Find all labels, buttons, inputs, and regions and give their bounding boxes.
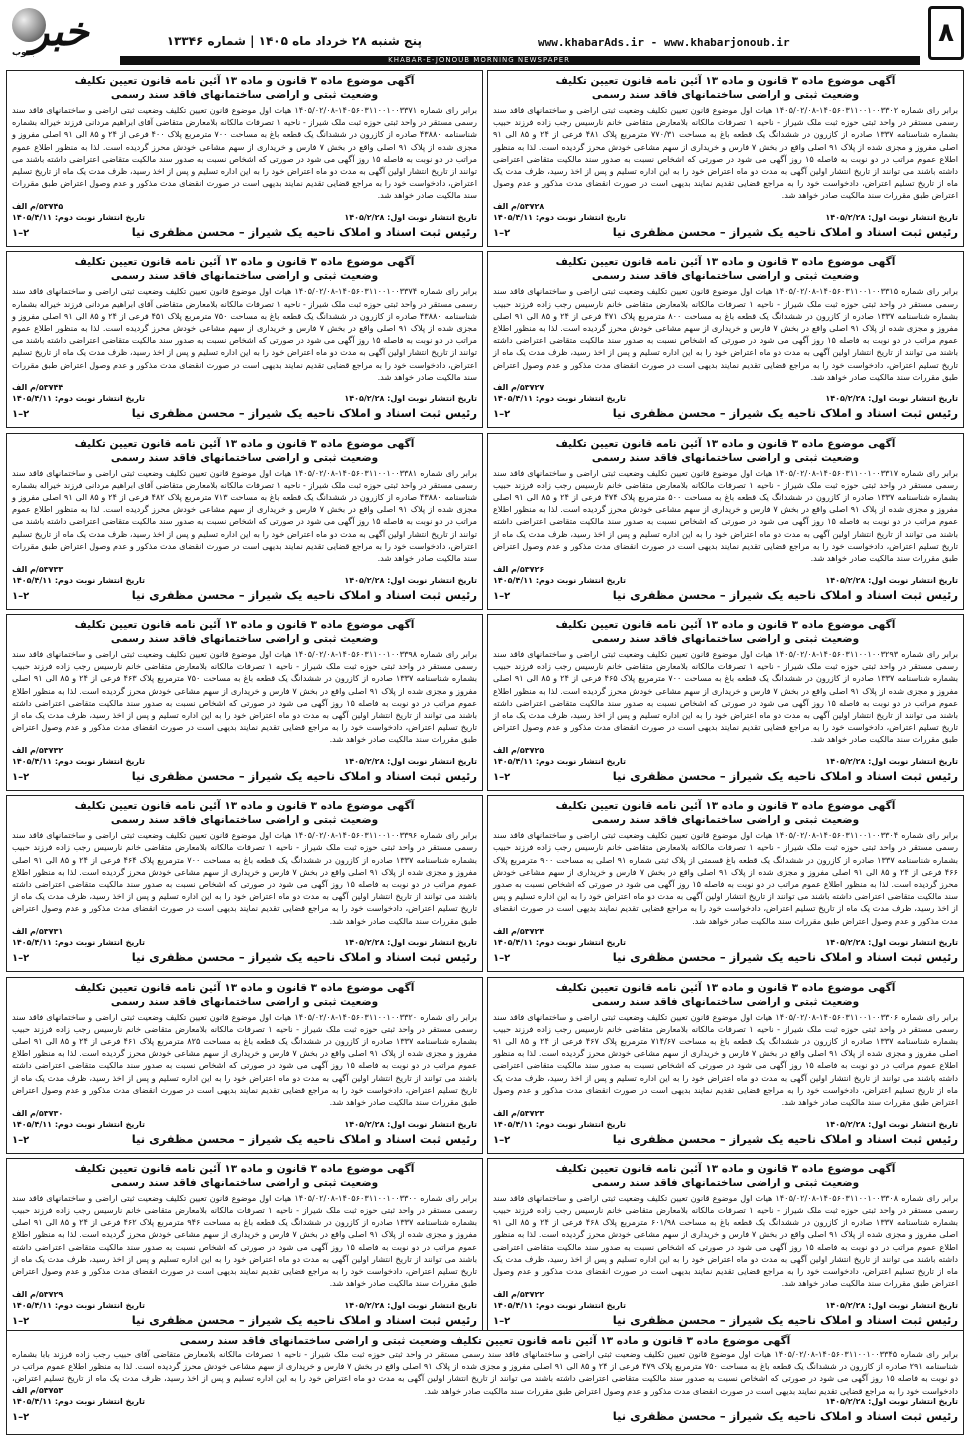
legal-ad [6,795,483,972]
ad-body: برابر رای شماره ۱۴۰۵۶۰۳۱۱۰۰۱۰۰۳۳۰۸-۱۴۰۵/۰۲/۰۸ هیات اول موضوع قانون تعیین تکلیف وضعیت ثبتی اراضی و ساختمانهای فاقد سند رسمی مستقر در واحد ثبتی حوزه ثبت ملک شیراز - ناحیه ۱ تصرفات مالکانه بلامعارض متقاضی خانم نارسیس رجب زاده فرزند حبیب بشماره شناسنامه ۱۳۳۷ صادره از کازرون در ششدانگ یک قطعه باغ به مساحت ۶۰۱/۹۸ مترمربع پلاک ۴۶۸ فرعی از ۲۴ و ۸۵ الی ۹۱ اصلی مفروز و مجزی شده از پلاک ۹۱ اصلی واقع در بخش ۷ فارس و خریداری از سهم مشاعی خودش محرز گردیده است. لذا به منظور اطلاع عموم مراتب در دو نوبت به فاصله ۱۵ روز آگهی می شود در صورتی که اشخاص نسبت به صدور سند مالکیت متقاضی اعتراضی داشته باشند می توانند از تاریخ انتشار اولین آگهی به مدت دو ماه اعتراض خود را به این اداره تسلیم و پس از اخذ رسید، ظرف مدت یک ماه از تاریخ تسلیم اعتراض، دادخواست خود را به مراجع قضایی تقدیم نمایند بدیهی است در صورت انقضای مدت مذکور و عدم وصول اعتراض طبق مقررات سند مالکیت صادر خواهد شد. [493,1192,959,1289]
ad-signature: رئیس ثبت اسناد و املاک ناحیه یک شیراز – محسن مظفری نیا [612,1409,958,1423]
ad-title: آگهی موضوع ماده ۳ قانون و ماده ۱۳ آئین نامه قانون تعیین تکلیف وضعیت ثبتی و اراضی ساختمانهای فاقد سند رسمی [179,1335,791,1347]
ad-part-number: ۱–۲ [493,953,511,965]
ad-date-second: تاریخ انتشار نوبت دوم: ۱۴۰۵/۴/۱۱ [12,394,145,404]
ad-date-second: تاریخ انتشار نوبت دوم: ۱۴۰۵/۴/۱۱ [493,394,626,404]
ad-date-second: تاریخ انتشار نوبت دوم: ۱۴۰۵/۴/۱۱ [12,1300,145,1310]
ad-dates [493,1300,958,1311]
ad-signature-row [12,406,477,420]
ad-body: برابر رای شماره ۱۴۰۵۶۰۳۱۱۰۰۱۰۰۳۳۲۰-۱۴۰۵/۰۲/۰۸ هیات اول موضوع قانون تعیین تکلیف وضعیت ثبتی اراضی و ساختمانهای فاقد سند رسمی مستقر در واحد ثبتی حوزه ثبت ملک شیراز - ناحیه ۱ تصرفات مالکانه بلامعارض متقاضی خانم نارسیس رجب زاده فرزند حبیب بشماره شناسنامه ۱۳۳۷ صادره از کازرون در ششدانگ یک قطعه باغ به مساحت ۸۲۵ مترمربع پلاک ۴۶۱ فرعی از ۲۴ و ۸۵ الی ۹۱ اصلی مفروز و مجزی شده از پلاک ۹۱ اصلی واقع در بخش ۷ فارس و خریداری از سهم مشاعی خودش محرز گردیده است. لذا به منظور اطلاع عموم مراتب در دو نوبت به فاصله ۱۵ روز آگهی می شود در صورتی که اشخاص نسبت به صدور سند مالکیت متقاضی اعتراضی داشته باشند می توانند از تاریخ انتشار اولین آگهی به مدت دو ماه اعتراض خود را به این اداره تسلیم و پس از اخذ رسید، ظرف مدت یک ماه از تاریخ تسلیم اعتراض، دادخواست خود را به مراجع قضایی تقدیم نمایند بدیهی است در صورت انقضای مدت مذکور و عدم وصول اعتراض طبق مقررات سند مالکیت صادر خواهد شد. [12,1011,478,1107]
ad-date-first: تاریخ انتشار نوبت اول: ۱۴۰۵/۲/۲۸ [344,756,477,766]
ad-signature-row [12,950,477,964]
ad-subtitle: وضعیت ثبتی و اراضی ساختمانهای فاقد سند رسمی [591,270,860,283]
ad-signature-row [493,1132,958,1146]
issue-date: پنج شنبه ۲۸ خرداد ماه ۱۴۰۵ | شماره ۱۳۳۴۶ [166,34,422,48]
ad-date-first: تاریخ انتشار نوبت اول: ۱۴۰۵/۲/۲۸ [344,1300,477,1310]
ad-signature-row [493,225,958,239]
ad-date-second: تاریخ انتشار نوبت دوم: ۱۴۰۵/۴/۱۱ [12,575,145,585]
ad-part-number: ۱–۲ [12,771,30,783]
ad-title: آگهی موضوع ماده ۳ قانون و ماده ۱۳ آئین نامه قانون تعیین تکلیف [74,618,415,631]
ad-signature: رئیس ثبت اسناد و املاک ناحیه یک شیراز – محسن مظفری نیا [131,1131,477,1146]
ad-part-number: ۱–۲ [493,409,511,421]
ad-code: ۵۳۷۲۶/م الف [493,564,545,574]
ad-part-number: ۱–۲ [12,409,30,421]
ad-signature: رئیس ثبت اسناد و املاک ناحیه یک شیراز – محسن مظفری نیا [612,1312,958,1327]
ad-body: برابر رای شماره ۱۴۰۵۶۰۳۱۱۰۰۱۰۰۳۳۷۴-۱۴۰۵/۰۲/۰۸ هیات اول موضوع قانون تعیین تکلیف وضعیت ثبتی اراضی و ساختمانهای فاقد سند رسمی مستقر در واحد ثبتی حوزه ثبت ملک شیراز - ناحیه ۱ تصرفات مالکانه بلامعارض متقاضی آقای ابراهیم مردانی فرزند خیراله بشماره شناسنامه ۴۳۸۸۰ صادره از کازرون در ششدانگ یک قطعه باغ به مساحت ۷۵۰ مترمربع پلاک ۴۵۱ فرعی از ۲۴ و ۸۵ الی ۹۱ اصلی مفروز و مجزی شده از پلاک ۹۱ اصلی واقع در بخش ۷ فارس و خریداری از سهم مشاعی خودش محرز گردیده است. لذا به منظور اطلاع عموم مراتب در دو نوبت به فاصله ۱۵ روز آگهی می شود در صورتی که اشخاص نسبت به صدور سند مالکیت متقاضی اعتراضی داشته باشند می توانند از تاریخ انتشار اولین آگهی به مدت دو ماه اعتراض خود را به این اداره تسلیم و پس از اخذ رسید، ظرف مدت یک ماه از تاریخ تسلیم اعتراض، دادخواست خود را به مراجع قضایی تقدیم نمایند بدیهی است در صورت انقضای مدت مذکور و عدم وصول اعتراض طبق مقررات سند مالکیت صادر خواهد شد. [12,286,478,382]
ad-code: ۵۳۷۲۹/م الف [12,1289,64,1299]
ad-signature: رئیس ثبت اسناد و املاک ناحیه یک شیراز – محسن مظفری نیا [131,406,477,421]
ad-date-second: تاریخ انتشار نوبت دوم: ۱۴۰۵/۴/۱۱ [12,213,145,222]
ad-dates [493,393,958,404]
ad-signature-row [12,769,477,783]
ad-date-second: تاریخ انتشار نوبت دوم: ۱۴۰۵/۴/۱۱ [493,1300,626,1310]
ad-signature-row [493,588,958,602]
ad-signature: رئیس ثبت اسناد و املاک ناحیه یک شیراز – محسن مظفری نیا [612,768,958,783]
ad-subtitle: وضعیت ثبتی و اراضی ساختمانهای فاقد سند رسمی [591,632,860,645]
ad-code: ۵۳۷۲۲/م الف [493,1289,545,1299]
ad-subtitle: وضعیت ثبتی و اراضی ساختمانهای فاقد سند رسمی [591,1176,860,1189]
ad-signature: رئیس ثبت اسناد و املاک ناحیه یک شیراز – محسن مظفری نیا [131,225,477,239]
legal-ad [487,977,964,1154]
ad-subtitle: وضعیت ثبتی و اراضی ساختمانهای فاقد سند رسمی [591,814,860,827]
ad-dates [493,1119,958,1130]
ad-subtitle: وضعیت ثبتی و اراضی ساختمانهای فاقد سند رسمی [591,995,860,1008]
ad-body: برابر رای شماره ۱۴۰۵۶۰۳۱۱۰۰۱۰۰۳۳۸۱-۱۴۰۵/۰۲/۰۸ هیات اول موضوع قانون تعیین تکلیف وضعیت ثبتی اراضی و ساختمانهای فاقد سند رسمی مستقر در واحد ثبتی حوزه ثبت ملک شیراز - ناحیه ۱ تصرفات مالکانه بلامعارض متقاضی آقای ابراهیم مردانی فرزند خیراله بشماره شناسنامه ۴۳۸۸۰ صادره از کازرون در ششدانگ یک قطعه باغ به مساحت ۷۱۳ مترمربع پلاک ۴۸۲ فرعی از ۲۴ و ۸۵ الی ۹۱ اصلی مفروز و مجزی شده از پلاک ۹۱ اصلی واقع در بخش ۷ فارس و خریداری از سهم مشاعی خودش محرز گردیده است. لذا به منظور اطلاع عموم مراتب در دو نوبت به فاصله ۱۵ روز آگهی می شود در صورتی که اشخاص نسبت به صدور سند مالکیت متقاضی اعتراضی داشته باشند می توانند از تاریخ انتشار اولین آگهی به مدت دو ماه اعتراض خود را به این اداره تسلیم و پس از اخذ رسید، ظرف مدت یک ماه از تاریخ تسلیم اعتراض، دادخواست خود را به مراجع قضایی تقدیم نمایند بدیهی است در صورت انقضای مدت مذکور و عدم وصول اعتراض طبق مقررات سند مالکیت صادر خواهد شد. [12,467,478,564]
ad-body: برابر رای شماره ۱۴۰۵۶۰۳۱۱۰۰۱۰۰۳۲۹۳-۱۴۰۵/۰۲/۰۸ هیات اول موضوع قانون تعیین تکلیف وضعیت ثبتی اراضی و ساختمانهای فاقد سند رسمی مستقر در واحد ثبتی حوزه ثبت ملک شیراز - ناحیه ۱ تصرفات مالکانه بلامعارض متقاضی خانم نارسیس رجب زاده فرزند حبیب بشماره شناسنامه ۱۳۳۷ صادره از کازرون در ششدانگ یک قطعه باغ به مساحت ۷۰۰ مترمربع پلاک ۴۶۵ فرعی از ۲۴ و ۸۵ الی ۹۱ اصلی مفروز و مجزی شده از پلاک ۹۱ اصلی واقع در بخش ۷ فارس و خریداری از سهم مشاعی خودش محرز گردیده است. لذا به منظور اطلاع عموم مراتب در دو نوبت به فاصله ۱۵ روز آگهی می شود در صورتی که اشخاص نسبت به صدور سند مالکیت متقاضی اعتراضی داشته باشند می توانند از تاریخ انتشار اولین آگهی به مدت دو ماه اعتراض خود را به این اداره تسلیم و پس از اخذ رسید، ظرف مدت یک ماه از تاریخ تسلیم اعتراض، دادخواست خود را به مراجع قضایی تقدیم نمایند بدیهی است در صورت انقضای مدت مذکور و عدم وصول اعتراض طبق مقررات سند مالکیت صادر خواهد شد. [493,648,959,745]
ad-subtitle: وضعیت ثبتی و اراضی ساختمانهای فاقد سند رسمی [110,89,379,101]
ad-dates [12,393,477,404]
ad-subtitle: وضعیت ثبتی و اراضی ساختمانهای فاقد سند رسمی [110,1176,379,1189]
ad-part-number: ۱–۲ [12,228,30,239]
ad-date-first: تاریخ انتشار نوبت اول: ۱۴۰۵/۲/۲۸ [344,394,477,404]
ad-title: آگهی موضوع ماده ۳ قانون و ماده ۱۳ آئین نامه قانون تعیین تکلیف [74,75,415,87]
ad-code: ۵۳۷۳۳/م الف [12,564,64,574]
ad-part-number: ۱–۲ [12,1134,30,1146]
ad-date-second: تاریخ انتشار نوبت دوم: ۱۴۰۵/۴/۱۱ [493,756,626,766]
ad-subtitle: وضعیت ثبتی و اراضی ساختمانهای فاقد سند رسمی [591,89,860,101]
ad-dates [12,1119,477,1130]
ad-title: آگهی موضوع ماده ۳ قانون و ماده ۱۳ آئین نامه قانون تعیین تکلیف [555,437,896,450]
ad-part-number: ۱–۲ [493,1315,511,1327]
ad-date-first: تاریخ انتشار نوبت اول: ۱۴۰۵/۲/۲۸ [825,1300,958,1310]
ad-date-first: تاریخ انتشار نوبت اول: ۱۴۰۵/۲/۲۸ [344,1119,477,1129]
ad-body: برابر رای شماره ۱۴۰۵۶۰۳۱۱۰۰۱۰۰۳۳۱۷-۱۴۰۵/۰۲/۰۸ هیات اول موضوع قانون تعیین تکلیف وضعیت ثبتی اراضی و ساختمانهای فاقد سند رسمی مستقر در واحد ثبتی حوزه ثبت ملک شیراز - ناحیه ۱ تصرفات مالکانه بلامعارض متقاضی خانم نارسیس رجب زاده فرزند حبیب بشماره شناسنامه ۱۳۳۷ صادره از کازرون در ششدانگ یک قطعه باغ به مساحت ۵۰۰ مترمربع پلاک ۴۷۴ فرعی از ۲۴ و ۸۵ الی ۹۱ اصلی مفروز و مجزی شده از پلاک ۹۱ اصلی واقع در بخش ۷ فارس و خریداری از سهم مشاعی خودش محرز گردیده است. لذا به منظور اطلاع عموم مراتب در دو نوبت به فاصله ۱۵ روز آگهی می شود در صورتی که اشخاص نسبت به صدور سند مالکیت متقاضی اعتراضی داشته باشند می توانند از تاریخ انتشار اولین آگهی به مدت دو ماه اعتراض خود را به این اداره تسلیم و پس از اخذ رسید، ظرف مدت یک ماه از تاریخ تسلیم اعتراض، دادخواست خود را به مراجع قضایی تقدیم نمایند بدیهی است در صورت انقضای مدت مذکور و عدم وصول اعتراض طبق مقررات سند مالکیت صادر خواهد شد. [493,467,959,564]
ad-signature: رئیس ثبت اسناد و املاک ناحیه یک شیراز – محسن مظفری نیا [612,225,958,239]
ad-dates [12,575,477,586]
ad-code: ۵۳۷۳۱/م الف [12,927,64,937]
ad-body: برابر رای شماره ۱۴۰۵۶۰۳۱۱۰۰۱۰۰۳۳۰۶-۱۴۰۵/۰۲/۰۸ هیات اول موضوع قانون تعیین تکلیف وضعیت ثبتی اراضی و ساختمانهای فاقد سند رسمی مستقر در واحد ثبتی حوزه ثبت ملک شیراز - ناحیه ۱ تصرفات مالکانه بلامعارض متقاضی خانم نارسیس رجب زاده فرزند حبیب بشماره شناسنامه ۱۳۳۷ صادره از کازرون در ششدانگ یک قطعه باغ به مساحت ۷۱۴/۶۷ مترمربع پلاک ۴۶۷ فرعی از ۲۴ و ۸۵ الی ۹۱ اصلی مفروز و مجزی شده از پلاک ۹۱ اصلی واقع در بخش ۷ فارس و خریداری از سهم مشاعی خودش محرز گردیده است. لذا به منظور اطلاع عموم مراتب در دو نوبت به فاصله ۱۵ روز آگهی می شود در صورتی که اشخاص نسبت به صدور سند مالکیت متقاضی اعتراضی داشته باشند می توانند از تاریخ انتشار اولین آگهی به مدت دو ماه اعتراض خود را به این اداره تسلیم و پس از اخذ رسید، ظرف مدت یک ماه از تاریخ تسلیم اعتراض، دادخواست خود را به مراجع قضایی تقدیم نمایند بدیهی است در صورت انقضای مدت مذکور و عدم وصول اعتراض طبق مقررات سند مالکیت صادر خواهد شد. [493,1011,959,1107]
ad-date-second: تاریخ انتشار نوبت دوم: ۱۴۰۵/۴/۱۱ [12,756,145,766]
ad-code: ۵۳۷۳۲/م الف [12,745,64,755]
ad-body: برابر رای شماره ۱۴۰۵۶۰۳۱۱۰۰۱۰۰۳۳۹۶-۱۴۰۵/۰۲/۰۸ هیات اول موضوع قانون تعیین تکلیف وضعیت ثبتی اراضی و ساختمانهای فاقد سند رسمی مستقر در واحد ثبتی حوزه ثبت ملک شیراز - ناحیه ۱ تصرفات مالکانه بلامعارض متقاضی خانم نارسیس رجب زاده فرزند حبیب بشماره شناسنامه ۱۳۳۷ صادره از کازرون در ششدانگ یک قطعه باغ به مساحت ۷۰۰ مترمربع پلاک ۴۶۴ فرعی از ۲۴ و ۸۵ الی ۹۱ اصلی مفروز و مجزی شده از پلاک ۹۱ اصلی واقع در بخش ۷ فارس و خریداری از سهم مشاعی خودش محرز گردیده است. لذا به منظور اطلاع عموم مراتب در دو نوبت به فاصله ۱۵ روز آگهی می شود در صورتی که اشخاص نسبت به صدور سند مالکیت متقاضی اعتراضی داشته باشند می توانند از تاریخ انتشار اولین آگهی به مدت دو ماه اعتراض خود را به این اداره تسلیم و پس از اخذ رسید، ظرف مدت یک ماه از تاریخ تسلیم اعتراض، دادخواست خود را به مراجع قضایی تقدیم نمایند بدیهی است در صورت انقضای مدت مذکور و عدم وصول اعتراض طبق مقررات سند مالکیت صادر خواهد شد. [12,830,478,926]
ad-dates [493,575,958,586]
ad-code: ۵۳۷۳۰/م الف [12,1108,64,1118]
ad-date-first: تاریخ انتشار نوبت اول: ۱۴۰۵/۲/۲۸ [344,213,477,222]
masthead-strip: KHABAR-E-JONOUB MORNING NEWSPAPER [120,56,920,65]
ad-code: ۵۳۷۴۴/م الف [12,383,64,393]
wide-ad [6,1330,964,1435]
page-number: ۸ [928,6,964,60]
legal-ad [6,614,483,791]
ad-dates [12,1396,958,1407]
ad-date-first: تاریخ انتشار نوبت اول: ۱۴۰۵/۲/۲۸ [344,575,477,585]
ad-dates [493,937,958,948]
ad-signature-row [493,950,958,964]
ad-date-second: تاریخ انتشار نوبت دوم: ۱۴۰۵/۴/۱۱ [493,575,626,585]
legal-ad [6,977,483,1154]
ad-date-second: تاریخ انتشار نوبت دوم: ۱۴۰۵/۴/۱۱ [493,1119,626,1129]
ad-body: برابر رای شماره ۱۴۰۵۶۰۳۱۱۰۰۱۰۰۳۳۰۰-۱۴۰۵/۰۲/۰۸ هیات اول موضوع قانون تعیین تکلیف وضعیت ثبتی اراضی و ساختمانهای فاقد سند رسمی مستقر در واحد ثبتی حوزه ثبت ملک شیراز - ناحیه ۱ تصرفات مالکانه بلامعارض متقاضی خانم نارسیس رجب زاده فرزند حبیب بشماره شناسنامه ۱۳۳۷ صادره از کازرون در ششدانگ یک قطعه باغ به مساحت ۹۴۶ مترمربع پلاک ۴۶۲ فرعی از ۲۴ و ۸۵ الی ۹۱ اصلی مفروز و مجزی شده از پلاک ۹۱ اصلی واقع در بخش ۷ فارس و خریداری از سهم مشاعی خودش محرز گردیده است. لذا به منظور اطلاع عموم مراتب در دو نوبت به فاصله ۱۵ روز آگهی می شود در صورتی که اشخاص نسبت به صدور سند مالکیت متقاضی اعتراضی داشته باشند می توانند از تاریخ انتشار اولین آگهی به مدت دو ماه اعتراض خود را به این اداره تسلیم و پس از اخذ رسید، ظرف مدت یک ماه از تاریخ تسلیم اعتراض، دادخواست خود را به مراجع قضایی تقدیم نمایند بدیهی است در صورت انقضای مدت مذکور و عدم وصول اعتراض طبق مقررات سند مالکیت صادر خواهد شد. [12,1192,478,1289]
legal-ad [6,251,483,428]
ad-part-number: ۱–۲ [12,1412,30,1423]
ad-signature: رئیس ثبت اسناد و املاک ناحیه یک شیراز – محسن مظفری نیا [612,950,958,965]
ad-title: آگهی موضوع ماده ۳ قانون و ماده ۱۳ آئین نامه قانون تعیین تکلیف [555,800,896,813]
ad-dates [12,1300,477,1311]
website-links[interactable]: www.khabarAds.ir - www.khabarjonoub.ir [538,36,790,49]
ad-part-number: ۱–۲ [493,590,511,602]
ad-signature-row [493,406,958,420]
ad-date-first: تاریخ انتشار نوبت اول: ۱۴۰۵/۲/۲۸ [825,938,958,948]
ad-subtitle: وضعیت ثبتی و اراضی ساختمانهای فاقد سند رسمی [110,814,379,827]
ad-date-first: تاریخ انتشار نوبت اول: ۱۴۰۵/۲/۲۸ [825,394,958,404]
ad-dates [493,212,958,223]
ad-code: ۵۳۷۵۳/م الف [12,1386,64,1395]
ad-signature-row [493,1313,958,1327]
legal-ad [487,795,964,972]
ad-code: ۵۳۷۲۳/م الف [493,1108,545,1118]
ad-date-first: تاریخ انتشار نوبت اول: ۱۴۰۵/۲/۲۸ [344,938,477,948]
ad-dates [493,756,958,767]
ad-dates [12,756,477,767]
ad-date-first: تاریخ انتشار نوبت اول: ۱۴۰۵/۲/۲۸ [825,756,958,766]
ad-title: آگهی موضوع ماده ۳ قانون و ماده ۱۳ آئین نامه قانون تعیین تکلیف [555,256,896,269]
logo-subtitle: جنوب [12,48,37,58]
ad-subtitle: وضعیت ثبتی و اراضی ساختمانهای فاقد سند رسمی [110,451,379,464]
page-header [0,0,970,66]
legal-ad [6,1158,483,1335]
ad-signature: رئیس ثبت اسناد و املاک ناحیه یک شیراز – محسن مظفری نیا [612,587,958,602]
ad-title: آگهی موضوع ماده ۳ قانون و ماده ۱۳ آئین نامه قانون تعیین تکلیف [74,800,415,813]
ad-body: برابر رای شماره ۱۴۰۵۶۰۳۱۱۰۰۱۰۰۳۳۰۲-۱۴۰۵/۰۲/۰۸ هیات اول موضوع قانون تعیین تکلیف وضعیت ثبتی اراضی و ساختمانهای فاقد سند رسمی مستقر در واحد ثبتی حوزه ثبت ملک شیراز - ناحیه ۱ تصرفات مالکانه بلامعارض متقاضی خانم نارسیس رجب زاده فرزند حبیب بشماره شناسنامه ۱۳۳۷ صادره از کازرون در ششدانگ یک قطعه باغ به مساحت ۷۷۰/۳۱ مترمربع پلاک ۴۸۱ فرعی از ۲۴ و ۸۵ الی ۹۱ اصلی مفروز و مجزی شده از پلاک ۹۱ اصلی واقع در بخش ۷ فارس و خریداری از سهم مشاعی خودش محرز گردیده است. لذا به منظور اطلاع عموم مراتب در دو نوبت به فاصله ۱۵ روز آگهی می شود در صورتی که اشخاص نسبت به صدور سند مالکیت متقاضی اعتراضی داشته باشند می توانند از تاریخ انتشار اولین آگهی به مدت دو ماه اعتراض خود را به این اداره تسلیم و پس از اخذ رسید، ظرف مدت یک ماه از تاریخ تسلیم اعتراض، دادخواست خود را به مراجع قضایی تقدیم نمایند بدیهی است در صورت انقضای مدت مذکور و عدم وصول اعتراض طبق مقررات سند مالکیت صادر خواهد شد. [493,105,959,201]
ad-subtitle: وضعیت ثبتی و اراضی ساختمانهای فاقد سند رسمی [110,632,379,645]
ad-part-number: ۱–۲ [493,1134,511,1146]
ad-part-number: ۱–۲ [12,1315,30,1327]
ad-body: برابر رای شماره ۱۴۰۵۶۰۳۱۱۰۰۱۰۰۳۳۱۵-۱۴۰۵/۰۲/۰۸ هیات اول موضوع قانون تعیین تکلیف وضعیت ثبتی اراضی و ساختمانهای فاقد سند رسمی مستقر در واحد ثبتی حوزه ثبت ملک شیراز - ناحیه ۱ تصرفات مالکانه بلامعارض متقاضی خانم نارسیس رجب زاده فرزند حبیب بشماره شناسنامه ۱۳۳۷ صادره از کازرون در ششدانگ یک قطعه باغ به مساحت ۸۰۰ مترمربع پلاک ۴۷۱ فرعی از ۲۴ و ۸۵ الی ۹۱ اصلی مفروز و مجزی شده از پلاک ۹۱ اصلی واقع در بخش ۷ فارس و خریداری از سهم مشاعی خودش محرز گردیده است. لذا به منظور اطلاع عموم مراتب در دو نوبت به فاصله ۱۵ روز آگهی می شود در صورتی که اشخاص نسبت به صدور سند مالکیت متقاضی اعتراضی داشته باشند می توانند از تاریخ انتشار اولین آگهی به مدت دو ماه اعتراض خود را به این اداره تسلیم و پس از اخذ رسید، ظرف مدت یک ماه از تاریخ تسلیم اعتراض، دادخواست خود را به مراجع قضایی تقدیم نمایند بدیهی است در صورت انقضای مدت مذکور و عدم وصول اعتراض طبق مقررات سند مالکیت صادر خواهد شد. [493,286,959,382]
ad-signature: رئیس ثبت اسناد و املاک ناحیه یک شیراز – محسن مظفری نیا [131,1312,477,1327]
ad-code: ۵۳۷۲۴/م الف [493,927,545,937]
ad-title: آگهی موضوع ماده ۳ قانون و ماده ۱۳ آئین نامه قانون تعیین تکلیف [555,981,896,994]
ad-title: آگهی موضوع ماده ۳ قانون و ماده ۱۳ آئین نامه قانون تعیین تکلیف [555,75,896,87]
ad-subtitle: وضعیت ثبتی و اراضی ساختمانهای فاقد سند رسمی [110,995,379,1008]
ad-signature-row [12,588,477,602]
legal-ad [487,614,964,791]
ad-signature: رئیس ثبت اسناد و املاک ناحیه یک شیراز – محسن مظفری نیا [131,950,477,965]
ad-signature-row [12,1409,958,1423]
ad-subtitle: وضعیت ثبتی و اراضی ساختمانهای فاقد سند رسمی [591,451,860,464]
ad-signature: رئیس ثبت اسناد و املاک ناحیه یک شیراز – محسن مظفری نیا [131,587,477,602]
legal-ad [6,433,483,610]
newspaper-logo [4,4,114,62]
ad-date-second: تاریخ انتشار نوبت دوم: ۱۴۰۵/۴/۱۱ [12,1119,145,1129]
legal-ad [487,251,964,428]
ad-body: برابر رای شماره ۱۴۰۵۶۰۳۱۱۰۰۱۰۰۳۳۰۴-۱۴۰۵/۰۲/۰۸ هیات اول موضوع قانون تعیین تکلیف وضعیت ثبتی اراضی و ساختمانهای فاقد سند رسمی مستقر در واحد ثبتی حوزه ثبت ملک شیراز - ناحیه ۱ تصرفات مالکانه بلامعارض متقاضی خانم نارسیس رجب زاده فرزند حبیب بشماره شناسنامه ۱۳۳۷ صادره از کازرون در ششدانگ یک قطعه باغ قسمتی از پلاک ثبتی شماره ۹۱ اصلی به مساحت ۹۰۰ مترمربع پلاک ۴۶۶ فرعی از ۲۴ و ۸۵ الی ۹۱ اصلی مفروز و مجزی شده از پلاک ۹۱ اصلی واقع در بخش ۷ فارس و خریداری از سهم مشاعی خودش محرز گردیده است. لذا به منظور اطلاع عموم مراتب در دو نوبت به فاصله ۱۵ روز آگهی می شود در صورتی که اشخاص نسبت به صدور سند مالکیت متقاضی اعتراضی داشته باشند می توانند از تاریخ انتشار اولین آگهی به مدت دو ماه اعتراض خود را به این اداره تسلیم و پس از اخذ رسید، ظرف مدت یک ماه از تاریخ تسلیم اعتراض، دادخواست خود را به مراجع قضایی تقدیم نمایند بدیهی است در صورت انقضای مدت مذکور و عدم وصول اعتراض طبق مقررات سند مالکیت صادر خواهد شد. [493,830,959,926]
ad-signature-row [12,1313,477,1327]
legal-ad [487,1158,964,1335]
ad-code: ۵۳۷۲۸/م الف [493,202,545,211]
ad-signature-row [12,225,477,239]
ad-date-first: تاریخ انتشار نوبت اول: ۱۴۰۵/۲/۲۸ [825,575,958,585]
legal-ad [487,70,964,247]
ad-title: آگهی موضوع ماده ۳ قانون و ماده ۱۳ آئین نامه قانون تعیین تکلیف [555,618,896,631]
ad-part-number: ۱–۲ [12,953,30,965]
ad-dates [12,937,477,948]
ad-body: برابر رای شماره ۱۴۰۵۶۰۳۱۱۰۰۱۰۰۳۳۹۸-۱۴۰۵/۰۲/۰۸ هیات اول موضوع قانون تعیین تکلیف وضعیت ثبتی اراضی و ساختمانهای فاقد سند رسمی مستقر در واحد ثبتی حوزه ثبت ملک شیراز - ناحیه ۱ تصرفات مالکانه بلامعارض متقاضی خانم نارسیس رجب زاده فرزند حبیب بشماره شناسنامه ۱۳۳۷ صادره از کازرون در ششدانگ یک قطعه باغ به مساحت ۷۵۰ مترمربع پلاک ۴۶۳ فرعی از ۲۴ و ۸۵ الی ۹۱ اصلی مفروز و مجزی شده از پلاک ۹۱ اصلی واقع در بخش ۷ فارس و خریداری از سهم مشاعی خودش محرز گردیده است. لذا به منظور اطلاع عموم مراتب در دو نوبت به فاصله ۱۵ روز آگهی می شود در صورتی که اشخاص نسبت به صدور سند مالکیت متقاضی اعتراضی داشته باشند می توانند از تاریخ انتشار اولین آگهی به مدت دو ماه اعتراض خود را به این اداره تسلیم و پس از اخذ رسید، ظرف مدت یک ماه از تاریخ تسلیم اعتراض، دادخواست خود را به مراجع قضایی تقدیم نمایند بدیهی است در صورت انقضای مدت مذکور و عدم وصول اعتراض طبق مقررات سند مالکیت صادر خواهد شد. [12,648,478,745]
ad-dates [12,212,477,223]
ad-part-number: ۱–۲ [493,228,511,239]
ad-subtitle: وضعیت ثبتی و اراضی ساختمانهای فاقد سند رسمی [110,270,379,283]
ad-date-first: تاریخ انتشار نوبت اول: ۱۴۰۵/۲/۲۸ [825,1397,958,1406]
ad-title: آگهی موضوع ماده ۳ قانون و ماده ۱۳ آئین نامه قانون تعیین تکلیف [555,1162,896,1175]
ad-title: آگهی موضوع ماده ۳ قانون و ماده ۱۳ آئین نامه قانون تعیین تکلیف [74,981,415,994]
ad-code: ۵۳۷۲۵/م الف [493,745,545,755]
ad-part-number: ۱–۲ [493,771,511,783]
logo-text: خبر [30,8,89,55]
ad-signature: رئیس ثبت اسناد و املاک ناحیه یک شیراز – محسن مظفری نیا [131,768,477,783]
ad-signature: رئیس ثبت اسناد و املاک ناحیه یک شیراز – محسن مظفری نیا [612,1131,958,1146]
ad-title: آگهی موضوع ماده ۳ قانون و ماده ۱۳ آئین نامه قانون تعیین تکلیف [74,437,415,450]
ad-part-number: ۱–۲ [12,590,30,602]
ad-signature: رئیس ثبت اسناد و املاک ناحیه یک شیراز – محسن مظفری نیا [612,406,958,421]
ad-title: آگهی موضوع ماده ۳ قانون و ماده ۱۳ آئین نامه قانون تعیین تکلیف [74,256,415,269]
ad-title: آگهی موضوع ماده ۳ قانون و ماده ۱۳ آئین نامه قانون تعیین تکلیف [74,1162,415,1175]
ad-body: برابر رای شماره ۱۴۰۵۶۰۳۱۱۰۰۱۰۰۳۳۷۱-۱۴۰۵/۰۲/۰۸ هیات اول موضوع قانون تعیین تکلیف وضعیت ثبتی اراضی و ساختمانهای فاقد سند رسمی مستقر در واحد ثبتی حوزه ثبت ملک شیراز - ناحیه ۱ تصرفات مالکانه بلامعارض متقاضی آقای ابراهیم مردانی فرزند خیراله بشماره شناسنامه ۴۳۸۸۰ صادره از کازرون در ششدانگ یک قطعه باغ به مساحت ۷۰۰ مترمربع پلاک ۴۰۰ فرعی از ۲۴ و ۸۵ الی ۹۱ اصلی مفروز و مجزی شده از پلاک ۹۱ اصلی واقع در بخش ۷ فارس و خریداری از سهم مشاعی خودش محرز گردیده است. لذا به منظور اطلاع عموم مراتب در دو نوبت به فاصله ۱۵ روز آگهی می شود در صورتی که اشخاص نسبت به صدور سند مالکیت متقاضی اعتراضی داشته باشند می توانند از تاریخ انتشار اولین آگهی به مدت دو ماه اعتراض خود را به این اداره تسلیم و پس از اخذ رسید، ظرف مدت یک ماه از تاریخ تسلیم اعتراض، دادخواست خود را به مراجع قضایی تقدیم نمایند بدیهی است در صورت انقضای مدت مذکور و عدم وصول اعتراض طبق مقررات سند مالکیت صادر خواهد شد. [12,105,478,201]
ad-code: ۵۳۷۴۵/م الف [12,202,64,211]
ad-date-second: تاریخ انتشار نوبت دوم: ۱۴۰۵/۴/۱۱ [493,213,626,222]
ad-signature-row [493,769,958,783]
legal-ad [6,70,483,247]
ad-signature-row [12,1132,477,1146]
ad-code: ۵۳۷۲۷/م الف [493,383,545,393]
ad-date-first: تاریخ انتشار نوبت اول: ۱۴۰۵/۲/۲۸ [825,213,958,222]
ad-date-second: تاریخ انتشار نوبت دوم: ۱۴۰۵/۴/۱۱ [493,938,626,948]
ad-date-second: تاریخ انتشار نوبت دوم: ۱۴۰۵/۴/۱۱ [12,938,145,948]
ad-date-first: تاریخ انتشار نوبت اول: ۱۴۰۵/۲/۲۸ [825,1119,958,1129]
ad-date-second: تاریخ انتشار نوبت دوم: ۱۴۰۵/۴/۱۱ [12,1397,145,1406]
legal-ad [487,433,964,610]
ad-body: برابر رای شماره ۱۴۰۵۶۰۳۱۱۰۰۱۰۰۳۳۴۵-۱۴۰۵/۰۲/۰۸ هیات اول موضوع قانون تعیین تکلیف وضعیت ثبتی اراضی و ساختمانهای فاقد سند رسمی مستقر در واحد ثبتی حوزه ثبت ملک شیراز - ناحیه ۱ تصرفات مالکانه بلامعارض متقاضی آقای حبیب رجب زاده فرزند بابا بشماره شناسنامه ۲۹۱ صادره از کازرون در ششدانگ یک قطعه باغ به مساحت ۷۵۰ مترمربع پلاک ۴۷۹ فرعی از ۲۴ و ۸۵ الی ۹۱ اصلی مفروز و مجزی شده از پلاک ۹۱ اصلی واقع در بخش ۷ فارس و خریداری از سهم مشاعی خودش محرز گردیده است. لذا به منظور اطلاع عموم مراتب در دو نوبت به فاصله ۱۵ روز آگهی می شود در صورتی که اشخاص نسبت به صدور سند مالکیت متقاضی اعتراضی داشته باشند می توانند از تاریخ انتشار اولین آگهی به مدت دو ماه اعتراض خود را به این اداره تسلیم و پس از اخذ رسید، ظرف مدت یک ماه از تاریخ تسلیم اعتراض، دادخواست خود را به مراجع قضایی تقدیم نمایند بدیهی است در صورت انقضای مدت مذکور و عدم وصول اعتراض طبق مقررات سند مالکیت صادر خواهد شد. [12,1349,958,1396]
